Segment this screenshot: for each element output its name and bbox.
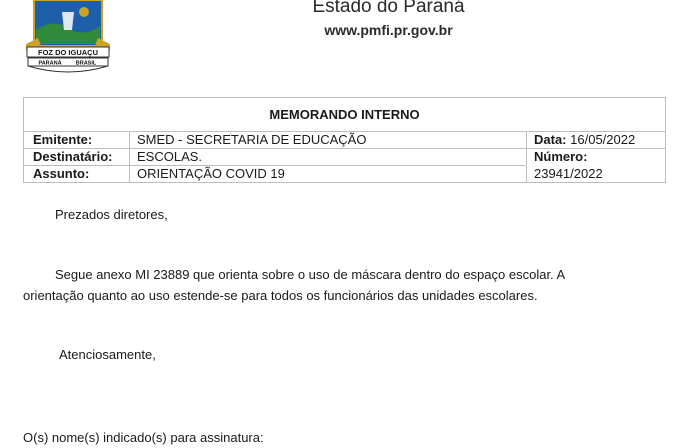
signature-intro: O(s) nome(s) indicado(s) para assinatura: [23,430,264,445]
number-label: Número: [526,149,665,165]
date-label: Data: [534,132,567,147]
memo-title: MEMORANDO INTERNO [24,98,665,132]
emitente-label: Emitente: [24,132,129,149]
closing-text: Atenciosamente, [59,347,156,362]
assunto-label: Assunto: [33,166,90,181]
crest-state-text: PARANÁ [38,60,62,67]
website-url: www.pmfi.pr.gov.br [324,22,453,38]
crest-city-text: FOZ DO IGUAÇU [38,48,98,57]
number-value: 23941/2022 [526,166,665,182]
assunto-value: ORIENTAÇÃO COVID 19 [129,166,526,182]
date-value: 16/05/2022 [570,132,636,147]
body-paragraph-line-1: Segue anexo MI 23889 que orienta sobre o uso de máscara dentro do espaço escolar. A [55,267,566,282]
body-paragraph-line-2: orientação quanto ao uso estende-se para todos os funcionários das unidades escolares. [23,288,538,303]
state-title: Estado do Paraná [312,0,465,17]
memo-header-table [23,97,666,183]
crest-country-text: BRASIL [75,60,97,67]
destinatario-label: Destinatário: [24,149,129,166]
greeting-text: Prezados diretores, [55,207,168,222]
destinatario-value: ESCOLAS. [129,149,526,166]
emitente-value: SMED - SECRETARIA DE EDUCAÇÃO [129,132,526,149]
date-cell [526,132,665,149]
